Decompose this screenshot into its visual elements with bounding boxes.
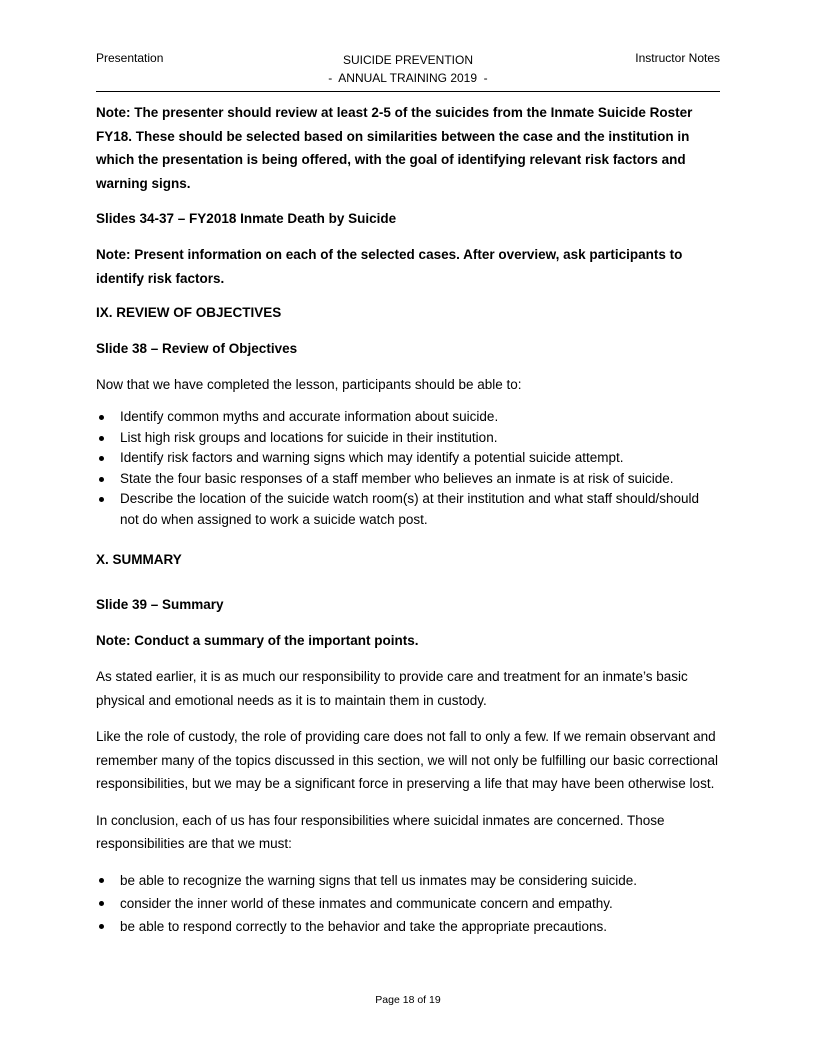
page-body — [96, 101, 720, 938]
paragraph-role-of-custody: Like the role of custody, the role of providing care does not fall to only a few. If we remain observant and remember many of the topics discussed in this section, we will not only be fulfilling our basic correctional responsibilities, but we may be a significant force in preserving a life that may have been otherwise lost. — [96, 729, 719, 791]
paragraph-conclusion: In conclusion, each of us has four responsibilities where suicidal inmates are concerned. Those responsibilities are that we must: — [96, 812, 665, 851]
paragraph-responsibility: As stated earlier, it is as much our responsibility to provide care and treatment for an inmate’s basic physical and emotional needs as it is to maintain them in custody. — [96, 669, 688, 708]
list-item: consider the inner world of these inmates and communicate concern and empathy. — [96, 892, 720, 915]
header-left: Presentation — [96, 51, 164, 65]
list-item: State the four basic responses of a staff member who believes an inmate is at risk of suicide. — [96, 469, 720, 490]
page-header — [96, 49, 720, 89]
page-number: Page 18 of 19 — [375, 994, 441, 1006]
header-title-line2: - ANNUAL TRAINING 2019 - — [328, 71, 488, 85]
note-summary: Note: Conduct a summary of the important points. — [96, 633, 419, 648]
list-item: be able to recognize the warning signs that tell us inmates may be considering suicide. — [96, 869, 720, 892]
objectives-intro: Now that we have completed the lesson, participants should be able to: — [96, 377, 522, 392]
header-divider — [96, 91, 720, 92]
section-ix-heading: IX. REVIEW OF OBJECTIVES — [96, 305, 282, 320]
slide-39-heading: Slide 39 – Summary — [96, 597, 224, 612]
header-right: Instructor Notes — [635, 51, 720, 65]
note-roster: Note: The presenter should review at least 2-5 of the suicides from the Inmate Suicide Roster FY18. These should be selected based on similarities between the case and the institution in which the presentation is being offered, with the goal of identifying relevant risk factors and warning signs. — [96, 105, 693, 191]
list-item: List high risk groups and locations for suicide in their institution. — [96, 428, 720, 449]
slide-38-heading: Slide 38 – Review of Objectives — [96, 341, 298, 356]
header-title — [96, 51, 720, 87]
responsibilities-list — [96, 869, 720, 938]
list-item: Describe the location of the suicide watch room(s) at their institution and what staff should/should not do when assigned to work a suicide watch post. — [96, 489, 720, 530]
note-present: Note: Present information on each of the selected cases. After overview, ask participants to identify risk factors. — [96, 247, 683, 286]
list-item: Identify common myths and accurate information about suicide. — [96, 407, 720, 428]
section-x-heading: X. SUMMARY — [96, 552, 182, 567]
slides-34-37-heading: Slides 34-37 – FY2018 Inmate Death by Suicide — [96, 211, 397, 226]
list-item: be able to respond correctly to the behavior and take the appropriate precautions. — [96, 915, 720, 938]
objectives-list — [96, 407, 720, 530]
header-title-line1: SUICIDE PREVENTION — [342, 53, 474, 67]
list-item: Identify risk factors and warning signs which may identify a potential suicide attempt. — [96, 448, 720, 469]
